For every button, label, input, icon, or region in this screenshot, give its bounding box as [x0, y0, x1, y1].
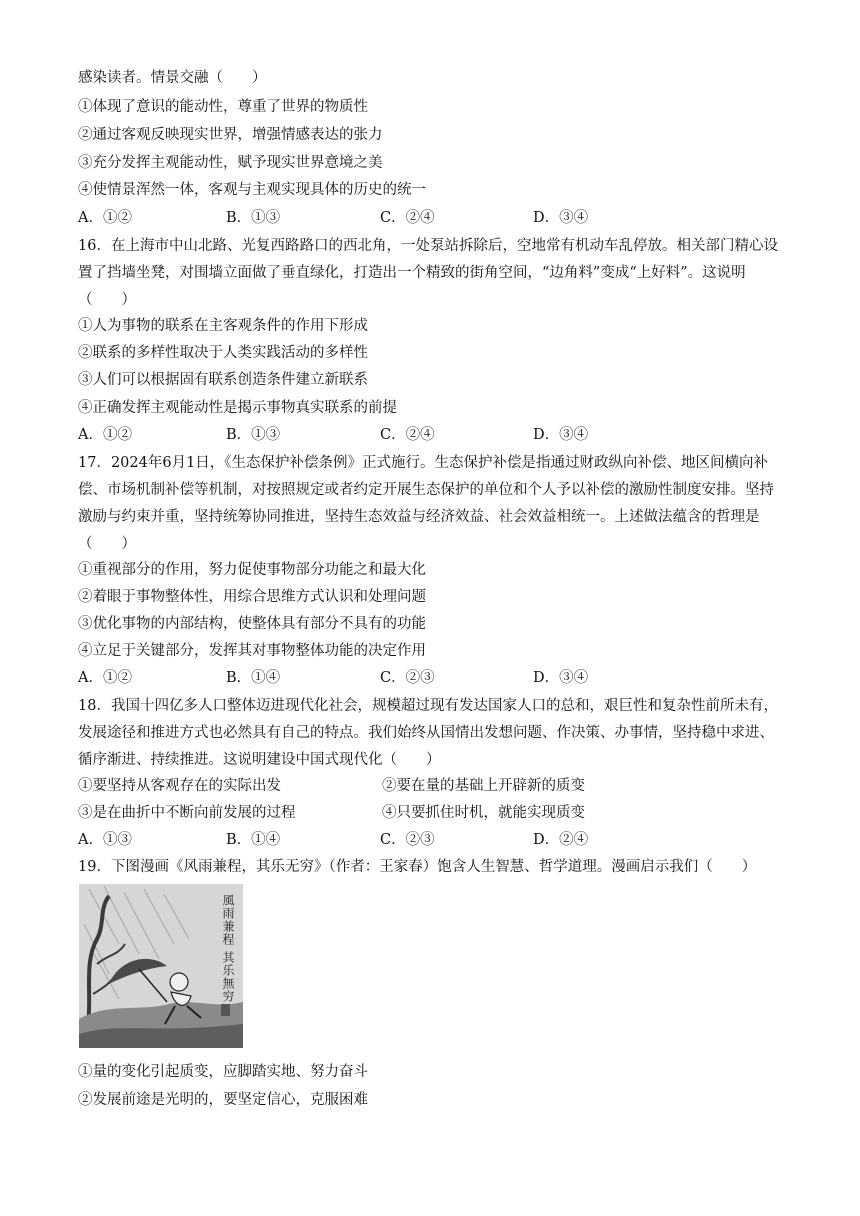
q18-option-b[interactable]: B．①④ — [226, 832, 281, 848]
q17-item-2: ②着眼于事物整体性，用综合思维方式认识和处理问题 — [78, 589, 426, 605]
q16-option-a[interactable]: A．①② — [78, 427, 132, 443]
q18-options — [78, 828, 778, 848]
q16-option-b[interactable]: B．①③ — [226, 427, 281, 443]
q16-item-1: ①人为事物的联系在主客观条件的作用下形成 — [78, 318, 368, 334]
q16-stem: 16．在上海市中山北路、光复西路路口的西北角，一处泵站拆除后，空地常有机动车乱停放。相关部门精心设置了挡墙坐凳，对围墙立面做了垂直绿化，打造出一个精致的街角空间，“边角料”变成“上好料”。这说明（ ） — [78, 238, 778, 308]
q17-item-4: ④立足于关键部分，发挥其对事物整体功能的决定作用 — [78, 643, 426, 659]
q18-item-1: ①要坚持从客观存在的实际出发 — [78, 778, 281, 794]
q18-item-4: ④只要抓住时机，就能实现质变 — [382, 805, 585, 821]
q15-option-c[interactable]: C．②④ — [380, 210, 435, 226]
q18-item-2: ②要在量的基础上开辟新的质变 — [382, 778, 585, 794]
q18-stem: 18．我国十四亿多人口整体迈进现代化社会，规模超过现有发达国家人口的总和，艰巨性和复杂性前所未有，发展途径和推进方式也必然具有自己的特点。我们始终从国情出发想问题、作决策、办事情，坚持稳中求进、循序渐进、持续推进。这说明建设中国式现代化（ ） — [78, 698, 778, 768]
q15-option-b[interactable]: B．①③ — [226, 210, 281, 226]
q17-option-c[interactable]: C．②③ — [380, 670, 435, 686]
q18-option-d[interactable]: D．②④ — [533, 832, 589, 848]
q18-option-c[interactable]: C．②③ — [380, 832, 435, 848]
q15-option-a[interactable]: A．①② — [78, 210, 132, 226]
q17-options — [78, 666, 778, 686]
q17-option-b[interactable]: B．①④ — [226, 670, 281, 686]
q18-items-row-2 — [78, 801, 782, 821]
cartoon-title: 風雨兼程 其乐無穷 — [221, 894, 235, 1003]
q17-stem: 17．2024年6月1日，《生态保护补偿条例》正式施行。生态保护补偿是指通过财政纵向补偿、地区间横向补偿、市场机制补偿等机制，对按照规定或者约定开展生态保护的单位和个人予以补偿的激励性制度安排。坚持激励与约束并重，坚持统筹协同推进，坚持生态效益与经济效益、社会效益相统一。上述做法蕴含的哲理是（ ） — [78, 455, 774, 552]
q15-option-d[interactable]: D．③④ — [533, 210, 589, 226]
cartoon-image — [79, 884, 243, 1048]
q18-item-3: ③是在曲折中不断向前发展的过程 — [78, 805, 296, 821]
q15-options — [78, 206, 778, 226]
q15-item-4: ④使情景浑然一体，客观与主观实现具体的历史的统一 — [78, 182, 426, 198]
q18-items-row-1 — [78, 774, 782, 794]
q15-item-3: ③充分发挥主观能动性，赋予现实世界意境之美 — [78, 155, 383, 171]
q19-stem: 19．下图漫画《风雨兼程，其乐无穷》（作者：王家春）饱含人生智慧、哲学道理。漫画启示我们（ ） — [78, 859, 757, 875]
q15-item-2: ②通过客观反映现实世界，增强情感表达的张力 — [78, 127, 383, 143]
q19-item-1: ①量的变化引起质变，应脚踏实地、努力奋斗 — [78, 1064, 368, 1080]
q16-item-4: ④正确发挥主观能动性是揭示事物真实联系的前提 — [78, 400, 397, 416]
q15-item-1: ①体现了意识的能动性，尊重了世界的物质性 — [78, 99, 368, 115]
q16-options — [78, 423, 778, 443]
q17-option-a[interactable]: A．①② — [78, 670, 132, 686]
q16-item-3: ③人们可以根据固有联系创造条件建立新联系 — [78, 372, 368, 388]
q19-item-2: ②发展前途是光明的，要坚定信心，克服困难 — [78, 1092, 368, 1108]
q17-item-3: ③优化事物的内部结构，使整体具有部分不具有的功能 — [78, 616, 426, 632]
q16-item-2: ②联系的多样性取决于人类实践活动的多样性 — [78, 345, 368, 361]
q16-option-c[interactable]: C．②④ — [380, 427, 435, 443]
q17-item-1: ①重视部分的作用，努力促使事物部分功能之和最大化 — [78, 562, 426, 578]
q15-stem-tail: 感染读者。情景交融（ ） — [78, 70, 267, 86]
q16-option-d[interactable]: D．③④ — [533, 427, 589, 443]
q17-option-d[interactable]: D．③④ — [533, 670, 589, 686]
q18-option-a[interactable]: A．①③ — [78, 832, 132, 848]
